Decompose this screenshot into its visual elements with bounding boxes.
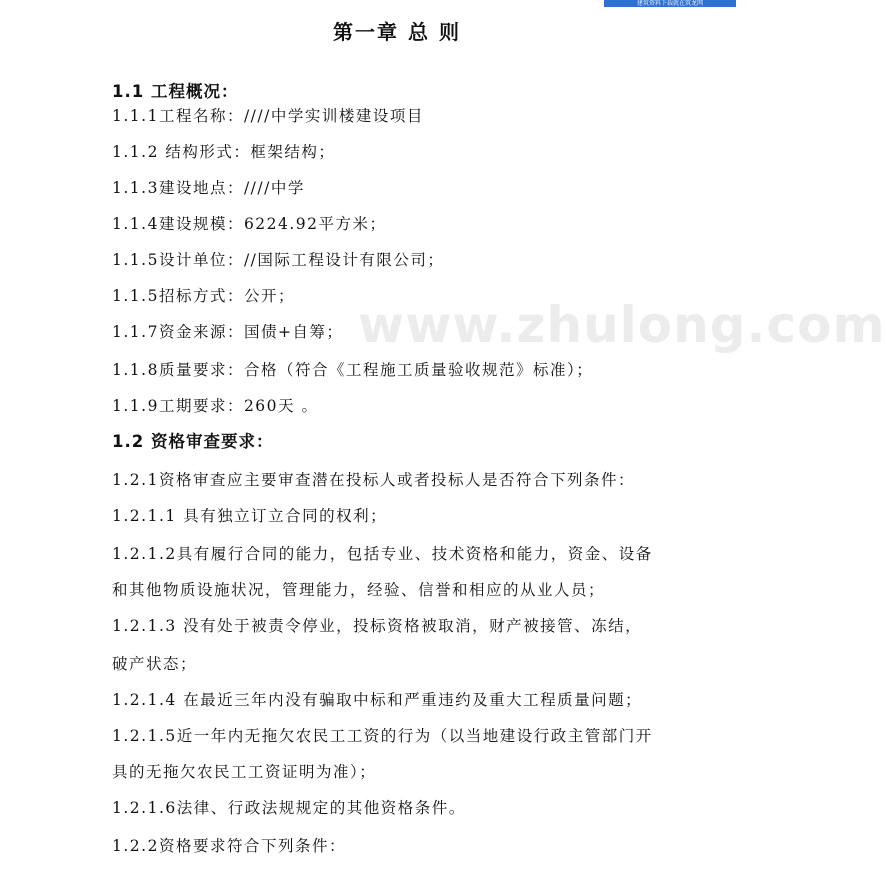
- text-line: 1.1.1工程名称：////中学实训楼建设项目: [112, 107, 424, 125]
- text-line: 1.2.1.4 在最近三年内没有骗取中标和严重违约及重大工程质量问题；: [112, 691, 643, 709]
- text-line: 1.2.1.1 具有独立订立合同的权利；: [112, 507, 388, 525]
- text-line: 1.1.7资金来源：国债+自筹；: [112, 323, 344, 341]
- text-line: 1.2.1.5近一年内无拖欠农民工工资的行为（以当地建设行政主管部门开: [112, 727, 653, 745]
- text-line: 1.1.8质量要求：合格（符合《工程施工质量验收规范》标准）；: [112, 361, 594, 379]
- text-line: 1.1.2 结构形式：框架结构；: [112, 143, 336, 161]
- text-line: 1.2.1.6法律、行政法规规定的其他资格条件。: [112, 799, 466, 817]
- text-line: 1.1.9工期要求：260天 。: [112, 397, 319, 415]
- watermark: www.zhulong.com: [358, 296, 886, 354]
- site-banner: 建筑资料下载就在筑龙网: [604, 0, 736, 7]
- text-line: 1.1.4建设规模：6224.92平方米；: [112, 215, 387, 233]
- text-line: 1.1.5设计单位：//国际工程设计有限公司；: [112, 251, 445, 269]
- text-line: 具的无拖欠农民工工资证明为准）；: [112, 763, 377, 781]
- text-line: 1.1.3建设地点：////中学: [112, 179, 305, 197]
- text-line: 破产状态；: [112, 655, 198, 673]
- text-line: 1.2.2资格要求符合下列条件：: [112, 837, 346, 855]
- text-line: 和其他物质设施状况，管理能力，经验、信誉和相应的从业人员；: [112, 581, 606, 599]
- text-line: 1.2.1资格审查应主要审查潜在投标人或者投标人是否符合下列条件：: [112, 471, 635, 489]
- text-line: 1.2.1.2具有履行合同的能力，包括专业、技术资格和能力，资金、设备: [112, 545, 653, 563]
- text-line: 1.2.1.3 没有处于被责令停业，投标资格被取消，财产被接管、冻结，: [112, 617, 643, 635]
- text-line: 1.1.5招标方式：公开；: [112, 287, 295, 305]
- section-heading: 1.1 工程概况：: [112, 82, 239, 101]
- chapter-title: 第一章 总 则: [333, 20, 461, 44]
- section-heading: 1.2 资格审查要求：: [112, 432, 274, 451]
